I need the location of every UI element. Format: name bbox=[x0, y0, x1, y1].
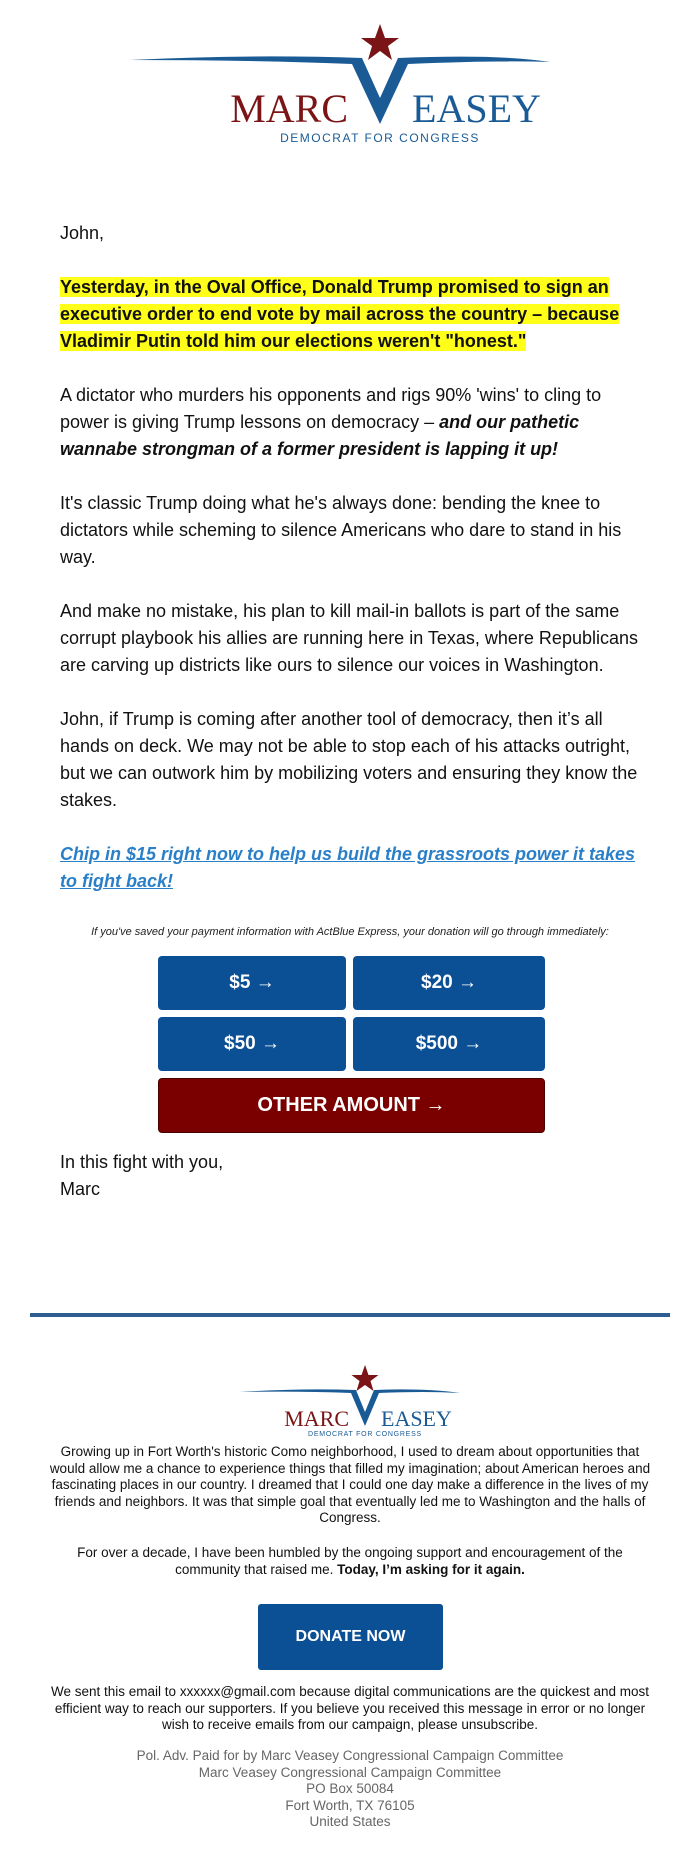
footer-logo-tagline: DEMOCRAT FOR CONGRESS bbox=[308, 1431, 422, 1438]
bio-paragraph: Growing up in Fort Worth's historic Como neighborhood, I used to dream about opportunities that would allow me a chance to experience things that filled my imagination; about American heroes and fascinating places in our country. I dreamed that I could one day make a difference in the lives of my friends and neighbors. It was that simple goal that eventually led me to Washington and the halls of Congress. bbox=[49, 1444, 651, 1525]
signoff-line: In this fight with you, bbox=[60, 1152, 224, 1172]
footer-campaign-logo-icon bbox=[240, 1362, 460, 1439]
campaign-logo-icon bbox=[130, 20, 570, 150]
footer-logo-name-right: EASEY bbox=[381, 1406, 452, 1431]
highlighted-text: Yesterday, in the Oval Office, Donald Trump promised to sign an executive order to end vote by mail across the country – because Vladimir Putin told him our elections weren't "honest." bbox=[60, 277, 620, 351]
footer-divider bbox=[30, 1313, 670, 1317]
paragraph-mail-in: And make no mistake, his plan to kill mail-in ballots is part of the same corrupt playbook his allies are running here in Texas, where Republicans are carving up districts like ours to silence our voices in Washington. bbox=[60, 601, 638, 675]
signoff bbox=[60, 1149, 223, 1203]
donate-now-button[interactable]: DONATE NOW bbox=[258, 1604, 443, 1670]
logo-name-right: EASEY bbox=[412, 86, 541, 131]
paragraph-dictator-text: A dictator who murders his opponents and rigs 90% 'wins' to cling to power is giving Trump lessons on democracy – bbox=[60, 385, 602, 432]
greeting: John, bbox=[60, 223, 105, 243]
paragraph-all-hands: John, if Trump is coming after another tool of democracy, then it’s all hands on deck. We may not be able to stop each of his attacks outright, but we can outwork him by mobilizing voters and ensuring they know the stakes. bbox=[60, 709, 638, 810]
actblue-express-note: If you've saved your payment information with ActBlue Express, your donation will go through immediately: bbox=[91, 926, 609, 938]
header-logo bbox=[0, 20, 700, 150]
humbled-paragraph bbox=[45, 1545, 655, 1578]
donate-other-amount-button[interactable]: OTHER AMOUNT → bbox=[158, 1078, 545, 1133]
legal-city: Fort Worth, TX 76105 bbox=[285, 1797, 415, 1813]
footer-logo-star-icon bbox=[352, 1365, 379, 1391]
chip-in-link[interactable]: Chip in $15 right now to help us build the grassroots power it takes to fight back! bbox=[60, 844, 636, 891]
donate-50-button[interactable]: $50 → bbox=[158, 1017, 346, 1071]
logo-star-icon bbox=[361, 24, 399, 60]
legal-committee: Marc Veasey Congressional Campaign Committee bbox=[198, 1764, 502, 1780]
donate-500-button[interactable]: $500 → bbox=[353, 1017, 545, 1071]
donate-5-button[interactable]: $5 → bbox=[158, 956, 346, 1010]
footer-logo bbox=[0, 1362, 700, 1439]
cta-paragraph bbox=[60, 841, 645, 895]
donate-20-button[interactable]: $20 → bbox=[353, 956, 545, 1010]
highlight-paragraph bbox=[60, 274, 645, 355]
humbled-text: For over a decade, I have been humbled by the ongoing support and encouragement of the community that raised me. bbox=[77, 1545, 623, 1577]
paragraph-classic-trump: It's classic Trump doing what he's always done: bending the knee to dictators while scheming to silence Americans who dare to stand in his way. bbox=[60, 493, 622, 567]
legal-disclaimer bbox=[0, 1748, 700, 1831]
legal-country: United States bbox=[309, 1814, 391, 1829]
sent-note: We sent this email to xxxxxx@gmail.com because digital communications are the quickest and most efficient way to reach our supporters. If you believe you received this message in error or no longer wish to receive emails from our campaign, please unsubscribe. bbox=[51, 1684, 649, 1732]
paragraph-dictator bbox=[60, 382, 645, 463]
signoff-name: Marc bbox=[60, 1179, 100, 1199]
logo-tagline: DEMOCRAT FOR CONGRESS bbox=[280, 131, 480, 145]
humbled-emphasis: Today, I’m asking for it again. bbox=[337, 1561, 525, 1577]
email-body bbox=[60, 220, 645, 895]
footer-logo-name-left: MARC bbox=[284, 1406, 349, 1431]
logo-name-left: MARC bbox=[230, 86, 348, 131]
legal-paid-for: Pol. Adv. Paid for by Marc Veasey Congressional Campaign Committee bbox=[136, 1748, 564, 1763]
paragraph-dictator-emphasis: and our pathetic wannabe strongman of a former president is lapping it up! bbox=[60, 412, 580, 459]
legal-po-box: PO Box 50084 bbox=[306, 1781, 394, 1796]
